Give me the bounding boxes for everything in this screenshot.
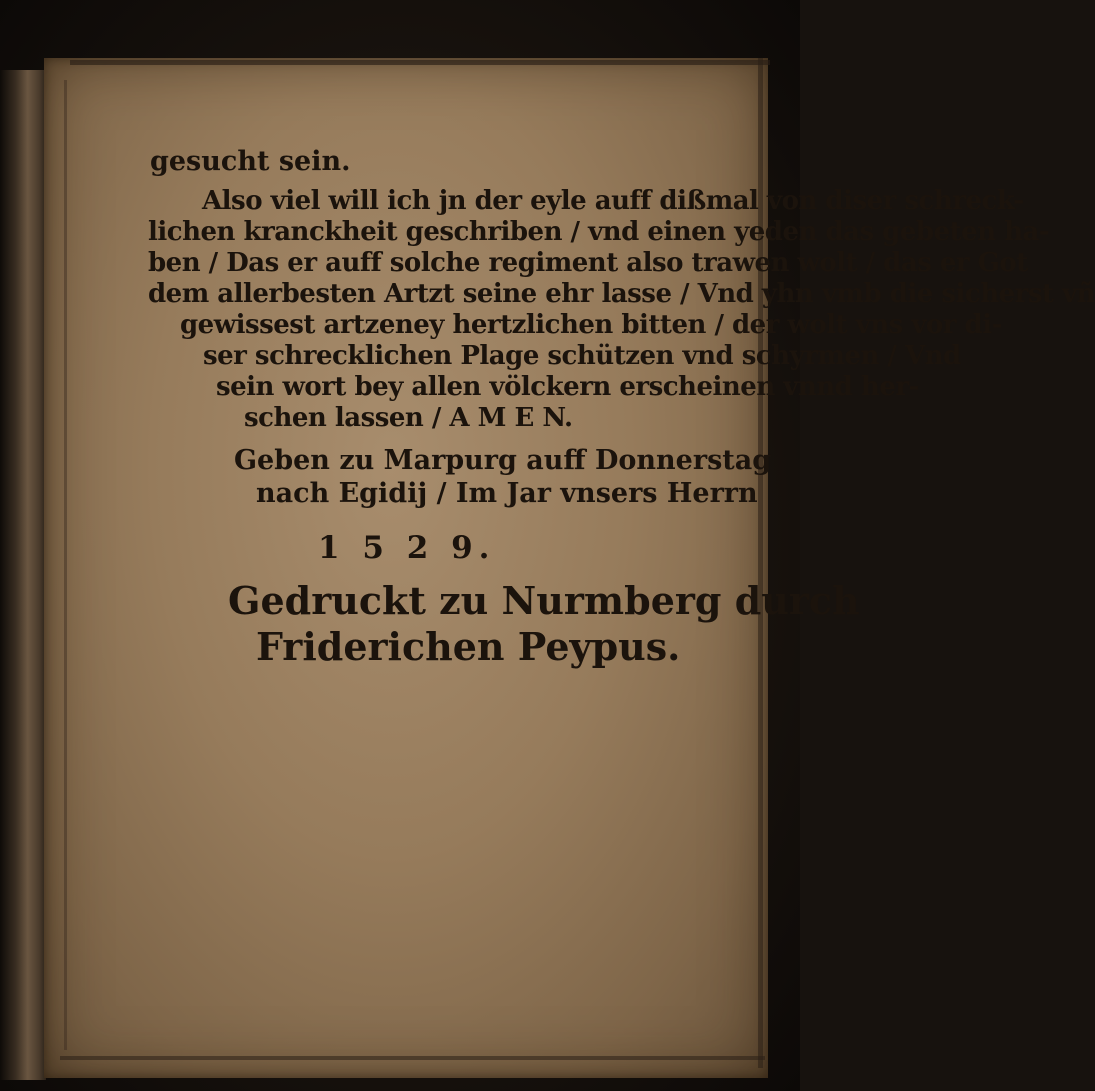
carryover-line: gesucht sein. [150, 146, 351, 177]
print-year: 1 5 2 9. [318, 530, 496, 566]
paragraph-line-1: Also viel will ich jn der eyle auff dißmal von diser schreck- [202, 186, 1024, 216]
paragraph-line-8: schen lassen / A M E N. [244, 403, 573, 433]
printer-line-2: Friderichen Peypus. [256, 624, 681, 669]
paragraph-line-6: ser schrecklichen Plage schützen vnd schyrmen / Vnd [203, 341, 961, 371]
paragraph-line-3: ben / Das er auff solche regiment also trawen wolt / das er Got [148, 248, 1028, 278]
book-spine-edge [0, 70, 46, 1080]
page-top-border [70, 60, 770, 65]
paragraph-line-5: gewissest artzeney hertzlichen bitten / der wolt vns vor di- [180, 310, 1002, 340]
colophon-line-1: Geben zu Marpurg auff Donnerstag [234, 445, 772, 476]
printer-line-1: Gedruckt zu Nurmberg durch [228, 578, 860, 623]
page-bottom-border [60, 1056, 765, 1060]
paragraph-line-4: dem allerbesten Artzt seine ehr lasse / Vnd yhn vmb die sicherst vñ [148, 279, 1095, 309]
page-left-border [64, 80, 67, 1050]
paragraph-line-7: sein wort bey allen völckern erscheinen vnnd her- [216, 372, 919, 402]
paragraph-line-2: lichen kranckheit geschriben / vnd einen yeden das gebeten ha- [148, 217, 1050, 247]
colophon-line-2: nach Egidij / Im Jar vnsers Herrn [256, 478, 758, 509]
